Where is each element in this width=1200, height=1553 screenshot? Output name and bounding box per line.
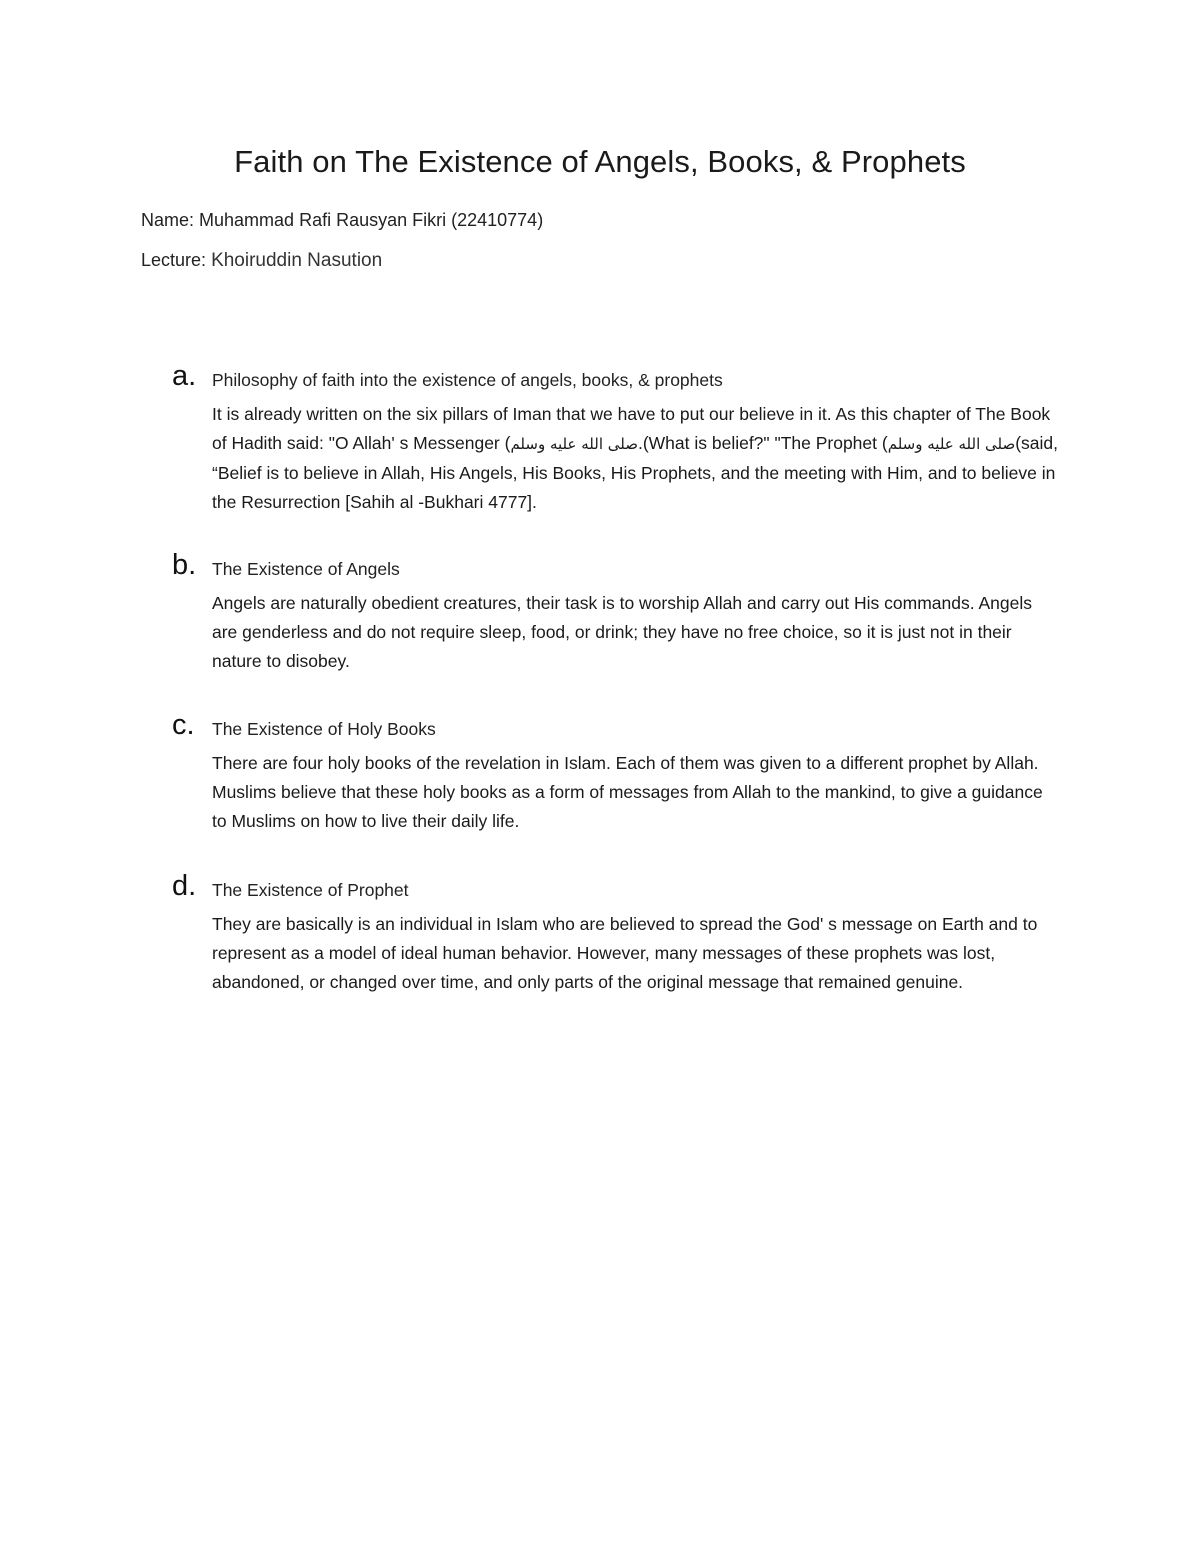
section-title: Philosophy of faith into the existence of angels, books, & prophets — [212, 370, 723, 390]
name-label: Name: — [141, 210, 195, 230]
lecture-value: Khoiruddin Nasution — [211, 250, 383, 271]
section-heading — [172, 870, 1062, 908]
lecturer-line — [141, 250, 382, 272]
section-prophet — [172, 870, 1062, 997]
lecture-label: Lecture: — [141, 250, 207, 270]
name-value: Muhammad Rafi Rausyan Fikri (22410774) — [199, 210, 544, 230]
section-holy-books — [172, 709, 1062, 836]
section-body — [212, 400, 1062, 517]
body-text-part: (said, “Belief is to believe in Allah, His Angels, His Books, His Prophets, and the meeting with Him, and to believe in the Resurrection [Sahih al -Bukhari 4777]. — [212, 433, 1059, 512]
arabic-salutation: صلى الله عليه وسلم — [510, 435, 638, 453]
student-name-line — [141, 210, 543, 231]
body-text-part: .(What is belief?" "The Prophet ( — [637, 433, 888, 453]
section-letter: c. — [172, 709, 195, 741]
body-text-part: It is already written on the six pillars of Iman that we have to put our believe in it. As this chapter of The Book of Hadith said: "O Allah' s Messenger ( — [212, 404, 1051, 453]
section-body: They are basically is an individual in Islam who are believed to spread the God' s message on Earth and to represent as a model of ideal human behavior. However, many messages of these prophets was lost, abandoned, or changed over time, and only parts of the original message that remained genuine. — [212, 914, 1038, 992]
section-letter: a. — [172, 360, 197, 392]
section-heading — [172, 360, 1062, 398]
document-title: Faith on The Existence of Angels, Books, & Prophets — [234, 144, 966, 179]
section-heading — [172, 709, 1062, 747]
section-title: The Existence of Holy Books — [212, 719, 436, 739]
section-title: The Existence of Prophet — [212, 880, 409, 900]
section-body: There are four holy books of the revelation in Islam. Each of them was given to a different prophet by Allah. Muslims believe that these holy books as a form of messages from Allah to the mankind, to give a guidance to Muslims on how to live their daily life. — [212, 753, 1043, 831]
section-body: Angels are naturally obedient creatures, their task is to worship Allah and carry out His commands. Angels are genderless and do not require sleep, food, or drink; they have no free choice, so it is just not in their nature to disobey. — [212, 593, 1032, 671]
section-philosophy — [172, 360, 1062, 517]
arabic-salutation: صلى الله عليه وسلم — [887, 435, 1016, 453]
section-angels — [172, 549, 1062, 676]
section-letter: b. — [172, 549, 197, 581]
section-heading — [172, 549, 1062, 587]
section-letter: d. — [172, 870, 197, 902]
section-title: The Existence of Angels — [212, 559, 400, 579]
